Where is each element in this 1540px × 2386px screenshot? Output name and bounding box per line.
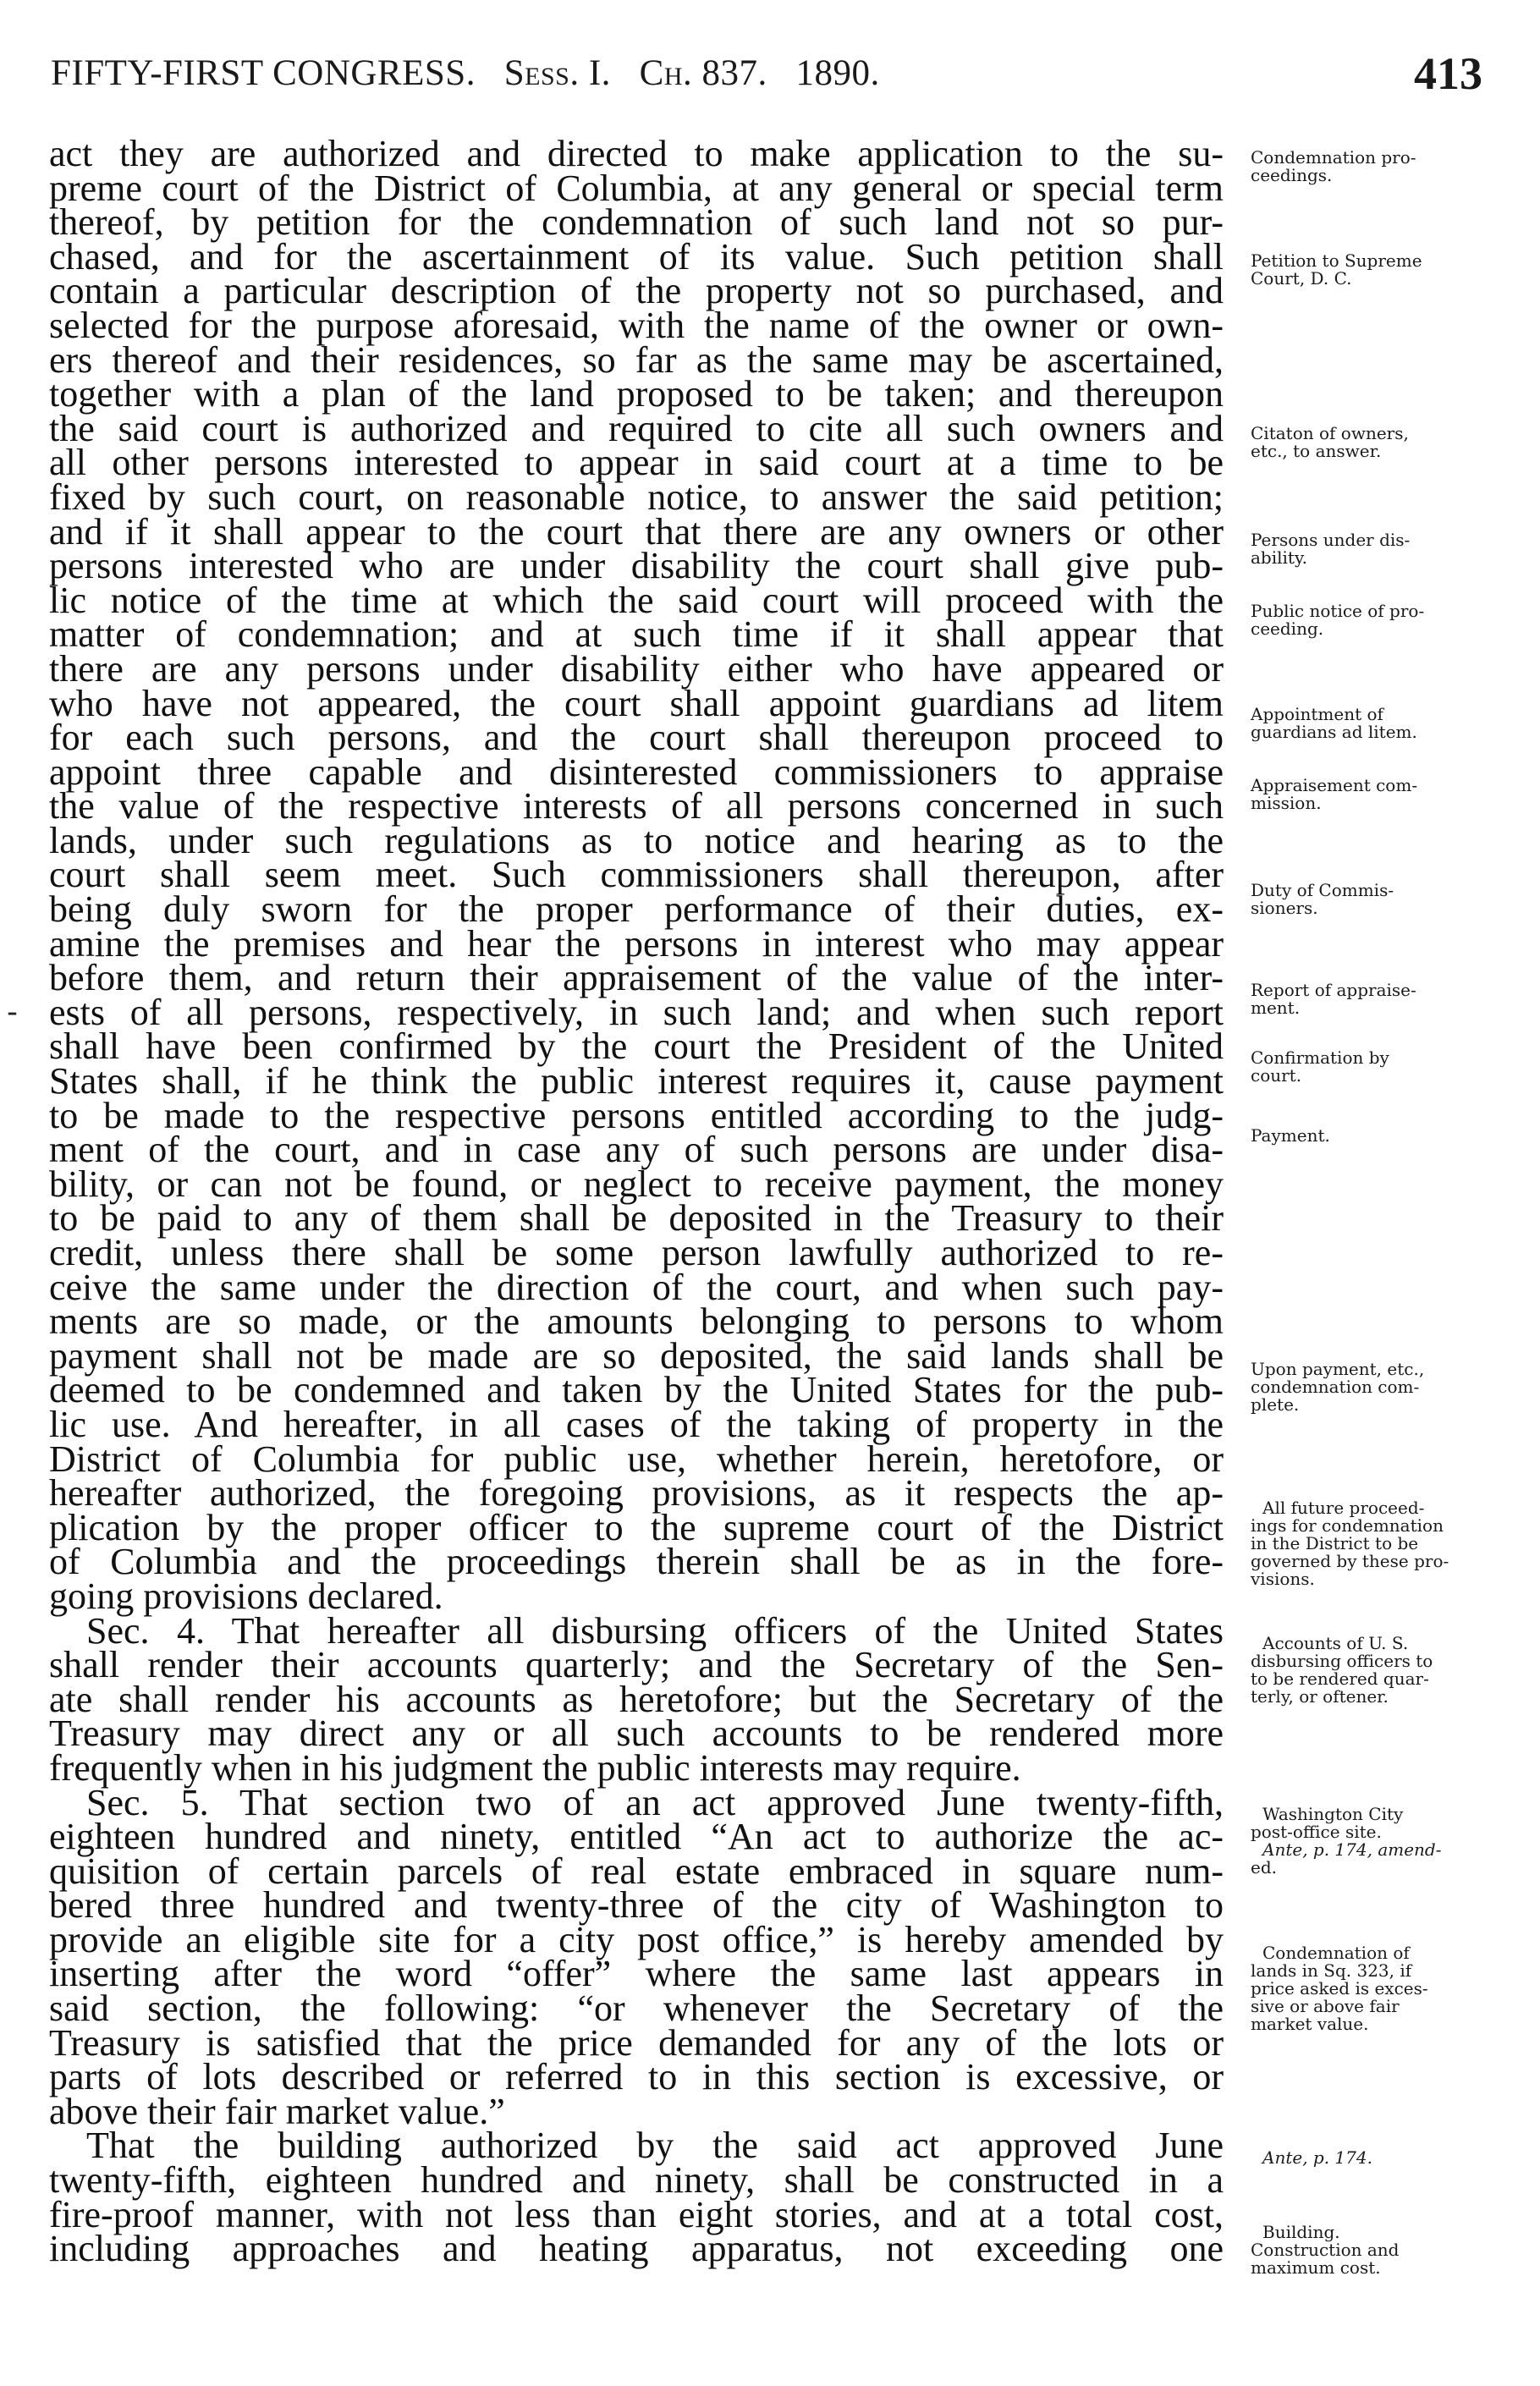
text-line: That the building authorized by the said act approved June <box>86 2125 1224 2167</box>
margin-note-line: Report of appraise- <box>1251 980 1416 1000</box>
margin-note-square-323 <box>1251 1944 1488 2033</box>
margin-note-public-notice <box>1251 602 1488 638</box>
margin-note-line: terly, or oftener. <box>1251 1686 1389 1707</box>
text-line: thereof, by petition for the condemnation of such land not so pur- <box>49 201 1224 244</box>
text-line: contain a particular description of the property not so purchased, and <box>49 270 1224 312</box>
text-line: and if it shall appear to the court that there are any owners or other <box>49 510 1224 553</box>
margin-note-line: Construction and <box>1251 2240 1400 2260</box>
text-line: the value of the respective interests of all persons concerned in such <box>49 785 1224 827</box>
margin-note-duty <box>1251 882 1488 917</box>
margin-note-line: ed. <box>1251 1857 1277 1877</box>
text-line: bered three hundred and twenty-three of the city of Washington to <box>49 1884 1224 1927</box>
margin-note-line: Accounts of U. S. <box>1262 1633 1409 1653</box>
text-line: there are any persons under disability either who have appeared or <box>49 647 1224 690</box>
running-header <box>51 48 1482 113</box>
text-line: parts of lots described or referred to in this section is excessive, or <box>49 2056 1224 2098</box>
text-line: credit, unless there shall be some person lawfully authorized to re- <box>49 1232 1224 1273</box>
margin-note-confirmation <box>1251 1049 1488 1085</box>
margin-note-line: disbursing officers to <box>1251 1651 1433 1671</box>
text-line: provide an eligible site for a city post office,” is hereby amended by <box>49 1918 1224 1960</box>
margin-note-line: mission. <box>1251 793 1322 813</box>
text-line: bility, or can not be found, or neglect to receive payment, the money <box>49 1163 1224 1205</box>
margin-note-line: maximum cost. <box>1251 2257 1381 2278</box>
text-line: appoint three capable and disinterested commissioners to appraise <box>49 750 1224 793</box>
text-line: shall render their accounts quarterly; and the Secretary of the Sen- <box>49 1644 1224 1686</box>
page-number: 413 <box>1414 48 1482 99</box>
text-line: lic use. And hereafter, in all cases of the taking of property in the <box>49 1403 1224 1445</box>
margin-note-line: condemnation com- <box>1251 1377 1420 1397</box>
margin-note-line: market value. <box>1251 2014 1369 2034</box>
margin-note-line: ings for condemnation <box>1251 1515 1444 1536</box>
text-line: twenty-fifth, eighteen hundred and ninety, shall be constructed in a <box>49 2159 1224 2202</box>
text-line: all other persons interested to appear in said court at a time to be <box>49 442 1224 484</box>
text-line: above their fair market value.” <box>49 2090 505 2132</box>
text-line: ceive the same under the direction of the court, and when such pay- <box>49 1266 1224 1308</box>
statute-body <box>49 133 1224 2270</box>
margin-note-ante <box>1251 2149 1488 2167</box>
text-line: lic notice of the time at which the said court will proceed with the <box>49 579 1224 621</box>
margin-note-line: Payment. <box>1251 1125 1330 1146</box>
congress-title: FIFTY-FIRST CONGRESS. <box>51 53 476 93</box>
text-line: States shall, if he think the public interest requires it, cause payment <box>49 1060 1224 1102</box>
margin-note-line: ment. <box>1251 998 1301 1018</box>
margin-note-report <box>1251 981 1488 1017</box>
section-5-start: Sec. 5. That section two of an act approved June twenty-fifth, <box>86 1781 1224 1823</box>
margin-note-line: Duty of Commis- <box>1251 880 1394 900</box>
text-line: quisition of certain parcels of real estate embraced in square num- <box>49 1850 1224 1892</box>
text-line: hereafter authorized, the foregoing provisions, as it respects the ap- <box>49 1472 1224 1515</box>
text-line: the said court is authorized and required to cite all such owners and <box>49 407 1224 449</box>
text-line: District of Columbia for public use, whether herein, heretofore, or <box>49 1438 1224 1480</box>
margin-dash-mark: ‑ <box>7 995 18 1030</box>
text-line: going provisions declared. <box>49 1575 443 1617</box>
text-line: plication by the proper officer to the supreme court of the District <box>49 1506 1224 1548</box>
header-citation <box>51 52 880 94</box>
text-line: who have not appeared, the court shall appoint guardians ad litem <box>49 682 1224 724</box>
margin-note-line: sive or above fair <box>1251 1996 1400 2016</box>
margin-note-appraisement <box>1251 777 1488 812</box>
margin-note-line: Condemnation of <box>1262 1943 1410 1963</box>
text-line: shall have been confirmed by the court the President of the United <box>49 1025 1224 1068</box>
text-line: frequently when in his judgment the public interests may require. <box>49 1746 1021 1789</box>
text-line: ers thereof and their residences, so far as the same may be ascertained, <box>49 338 1224 381</box>
margin-note-line: Upon payment, etc., <box>1251 1359 1425 1379</box>
margin-note-payment <box>1251 1127 1488 1145</box>
text-line: Treasury may direct any or all such accounts to be rendered more <box>49 1713 1224 1755</box>
margin-note-accounts <box>1251 1635 1488 1706</box>
text-line: eighteen hundred and ninety, entitled “An act to authorize the ac- <box>49 1816 1224 1858</box>
margin-note-future-proceedings <box>1251 1499 1488 1588</box>
margin-note-line: Persons under dis- <box>1251 530 1411 550</box>
text-line: act they are authorized and directed to make application to the su- <box>49 133 1224 174</box>
text-line: fire-proof manner, with not less than eight stories, and at a total cost, <box>49 2193 1224 2235</box>
margin-note-line: Confirmation by <box>1251 1047 1389 1068</box>
margin-note-line: Petition to Supreme <box>1251 250 1422 271</box>
text-line: being duly sworn for the proper performance of their duties, ex- <box>49 888 1224 931</box>
margin-note-line: court. <box>1251 1065 1302 1086</box>
margin-note-line: lands in Sq. 323, if <box>1251 1960 1412 1981</box>
margin-note-citation <box>1251 425 1488 460</box>
margin-note-line: Public notice of pro- <box>1251 601 1425 621</box>
text-line: preme court of the District of Columbia, at any general or special term <box>49 167 1224 209</box>
margin-note-line: Appraisement com- <box>1251 775 1418 795</box>
margin-note-building <box>1251 2224 1488 2277</box>
margin-note-line: Appointment of <box>1251 704 1383 724</box>
text-line: inserting after the word “offer” where the same last appears in <box>49 1953 1224 1995</box>
year-label: 1890. <box>795 53 880 93</box>
text-line: for each such persons, and the court shall thereupon proceed to <box>49 717 1224 759</box>
margin-note-line: sioners. <box>1251 898 1318 918</box>
margin-note-line: Court, D. C. <box>1251 268 1352 289</box>
text-line: payment shall not be made are so deposited, the said lands shall be <box>49 1334 1224 1377</box>
margin-note-line: Ante, p. 174, amend- <box>1262 1839 1442 1860</box>
margin-note-post-office <box>1251 1806 1488 1877</box>
margin-note-petition <box>1251 252 1488 288</box>
text-line: ate shall render his accounts as heretofore; but the Secretary of the <box>49 1678 1224 1720</box>
text-line: chased, and for the ascertainment of its value. Such petition shall <box>49 235 1224 278</box>
margin-note-line: post-office site. <box>1251 1822 1382 1842</box>
margin-note-line: to be rendered quar- <box>1251 1669 1429 1689</box>
margin-note-line: ceedings. <box>1251 165 1333 185</box>
text-line: ment of the court, and in case any of such persons are under disa- <box>49 1129 1224 1171</box>
text-line: persons interested who are under disability the court shall give pub- <box>49 545 1224 587</box>
margin-note-line: Washington City <box>1262 1804 1404 1824</box>
margin-note-upon-payment <box>1251 1361 1488 1414</box>
text-line: amine the premises and hear the persons in interest who may appear <box>49 922 1224 965</box>
section-4-start: Sec. 4. That hereafter all disbursing officers of the United States <box>86 1609 1224 1652</box>
text-line: together with a plan of the land proposed to be taken; and thereupon <box>49 373 1224 415</box>
text-line: Treasury is satisfied that the price demanded for any of the lots or <box>49 2021 1224 2064</box>
text-line: deemed to be condemned and taken by the United States for the pub- <box>49 1369 1224 1411</box>
session-label: Sess. I. <box>503 53 611 93</box>
margin-note-line: ability. <box>1251 547 1307 568</box>
margin-note-line: in the District to be <box>1251 1533 1419 1553</box>
margin-note-line: etc., to answer. <box>1251 441 1382 461</box>
text-line: matter of condemnation; and at such time if it shall appear that <box>49 613 1224 656</box>
margin-note-line: Ante, p. 174. <box>1262 2147 1372 2168</box>
margin-note-line: Building. <box>1262 2222 1340 2242</box>
text-line: selected for the purpose aforesaid, with the name of the owner or own- <box>49 304 1224 346</box>
margin-note-line: ceeding. <box>1251 618 1324 639</box>
margin-note-line: All future proceed- <box>1262 1498 1425 1518</box>
margin-note-line: guardians ad litem. <box>1251 722 1417 742</box>
margin-note-guardians <box>1251 706 1488 741</box>
text-line: ments are so made, or the amounts belonging to persons to whom <box>49 1300 1224 1343</box>
text-line: to be paid to any of them shall be deposited in the Treasury to their <box>49 1197 1224 1240</box>
margin-note-line: plete. <box>1251 1394 1300 1415</box>
text-line: court shall seem meet. Such commissioners shall thereupon, after <box>49 854 1224 896</box>
chapter-label: Ch. 837. <box>639 53 767 93</box>
text-line: ests of all persons, respectively, in such land; and when such report <box>49 991 1224 1033</box>
margin-note-disability <box>1251 531 1488 567</box>
margin-note-line: visions. <box>1251 1569 1315 1589</box>
text-line: including approaches and heating apparatus, not exceeding one <box>49 2228 1224 2270</box>
text-line: to be made to the respective persons entitled according to the judg- <box>49 1094 1224 1136</box>
text-line: said section, the following: “or whenever the Secretary of the <box>49 1987 1224 2030</box>
text-line: fixed by such court, on reasonable notice, to answer the said petition; <box>49 476 1224 518</box>
margin-note-line: price asked is exces- <box>1251 1978 1428 1998</box>
margin-note-line: Condemnation pro- <box>1251 147 1416 168</box>
text-line: of Columbia and the proceedings therein shall be as in the fore- <box>49 1541 1224 1583</box>
margin-note-line: governed by these pro- <box>1251 1551 1449 1571</box>
text-line: before them, and return their appraisement of the value of the inter- <box>49 957 1224 999</box>
margin-note-line: Citaton of owners, <box>1251 423 1409 443</box>
margin-note-condemnation <box>1251 149 1488 184</box>
text-line: lands, under such regulations as to notice and hearing as to the <box>49 819 1224 861</box>
